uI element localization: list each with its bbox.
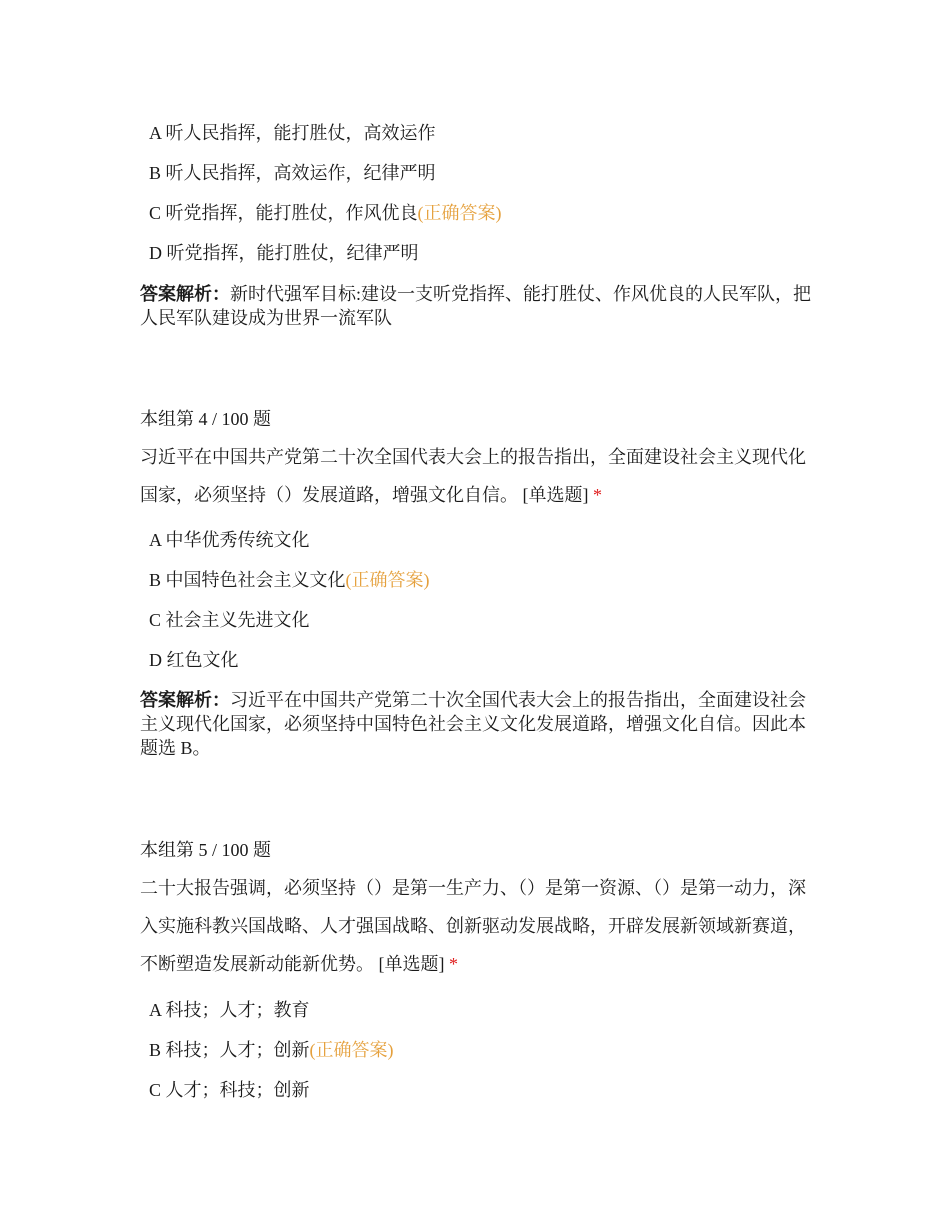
- option-letter: A: [149, 1000, 162, 1020]
- option-letter: C: [149, 203, 162, 223]
- required-mark: *: [449, 954, 458, 974]
- q4-option-b: [149, 568, 430, 592]
- analysis-label: 答案解析：: [140, 690, 230, 710]
- option-text: 听人民指挥，高效运作，纪律严明: [165, 163, 436, 183]
- q3-option-b: [149, 161, 436, 185]
- q4-option-a: [149, 528, 310, 552]
- option-text: 红色文化: [166, 650, 239, 670]
- q4-option-c: [149, 608, 310, 632]
- option-text: 中国特色社会主义文化: [165, 570, 346, 590]
- option-letter: B: [149, 163, 162, 183]
- q4-header: 本组第 4 / 100 题: [140, 409, 272, 429]
- question-type: [单选题]: [522, 485, 589, 505]
- q4-option-d: [149, 648, 239, 672]
- option-letter: D: [149, 243, 162, 263]
- correct-answer-mark: (正确答案): [309, 1040, 394, 1060]
- question-text: 二十大报告强调，必须坚持（）是第一生产力、（）是第一资源、（）是第一动力，深入实施科教兴国战略、人才强国战略、创新驱动发展战略，开辟发展新领域新赛道，不断塑造发展新动能新优势。: [140, 878, 806, 974]
- q5-header: 本组第 5 / 100 题: [140, 840, 272, 860]
- option-text: 科技；人才；创新: [165, 1040, 310, 1060]
- analysis-text: 新时代强军目标:建设一支听党指挥、能打胜仗、作风优良的人民军队，把人民军队建设成为世界一流军队: [140, 284, 811, 328]
- option-text: 中华优秀传统文化: [165, 530, 310, 550]
- correct-answer-mark: (正确答案): [345, 570, 430, 590]
- required-mark: *: [593, 485, 602, 505]
- q3-option-d: [149, 241, 419, 265]
- option-letter: A: [149, 123, 162, 143]
- option-text: 听人民指挥，能打胜仗，高效运作: [165, 123, 436, 143]
- option-text: 人才；科技；创新: [165, 1080, 310, 1100]
- option-text: 听党指挥，能打胜仗，作风优良: [165, 203, 418, 223]
- q5-option-b: [149, 1038, 394, 1062]
- q4-analysis: [140, 688, 815, 760]
- q5-question: [140, 869, 815, 983]
- q5-option-a: [149, 998, 310, 1022]
- q3-analysis: [140, 282, 815, 330]
- analysis-text: 习近平在中国共产党第二十次全国代表大会上的报告指出，全面建设社会主义现代化国家，必须坚持中国特色社会主义文化发展道路，增强文化自信。因此本题选 B。: [140, 690, 806, 758]
- q3-option-a: [149, 121, 436, 145]
- question-type: [单选题]: [378, 954, 445, 974]
- question-text: 习近平在中国共产党第二十次全国代表大会上的报告指出，全面建设社会主义现代化国家，必须坚持（）发展道路，增强文化自信。: [140, 447, 806, 505]
- option-text: 社会主义先进文化: [165, 610, 310, 630]
- option-letter: D: [149, 650, 162, 670]
- option-text: 科技；人才；教育: [165, 1000, 310, 1020]
- option-letter: C: [149, 1080, 162, 1100]
- option-letter: B: [149, 1040, 162, 1060]
- option-letter: B: [149, 570, 162, 590]
- option-text: 听党指挥，能打胜仗，纪律严明: [166, 243, 419, 263]
- analysis-label: 答案解析：: [140, 284, 230, 304]
- q4-question: [140, 438, 815, 514]
- q5-option-c: [149, 1078, 310, 1102]
- option-letter: C: [149, 610, 162, 630]
- option-letter: A: [149, 530, 162, 550]
- q3-option-c: [149, 201, 502, 225]
- correct-answer-mark: (正确答案): [417, 203, 502, 223]
